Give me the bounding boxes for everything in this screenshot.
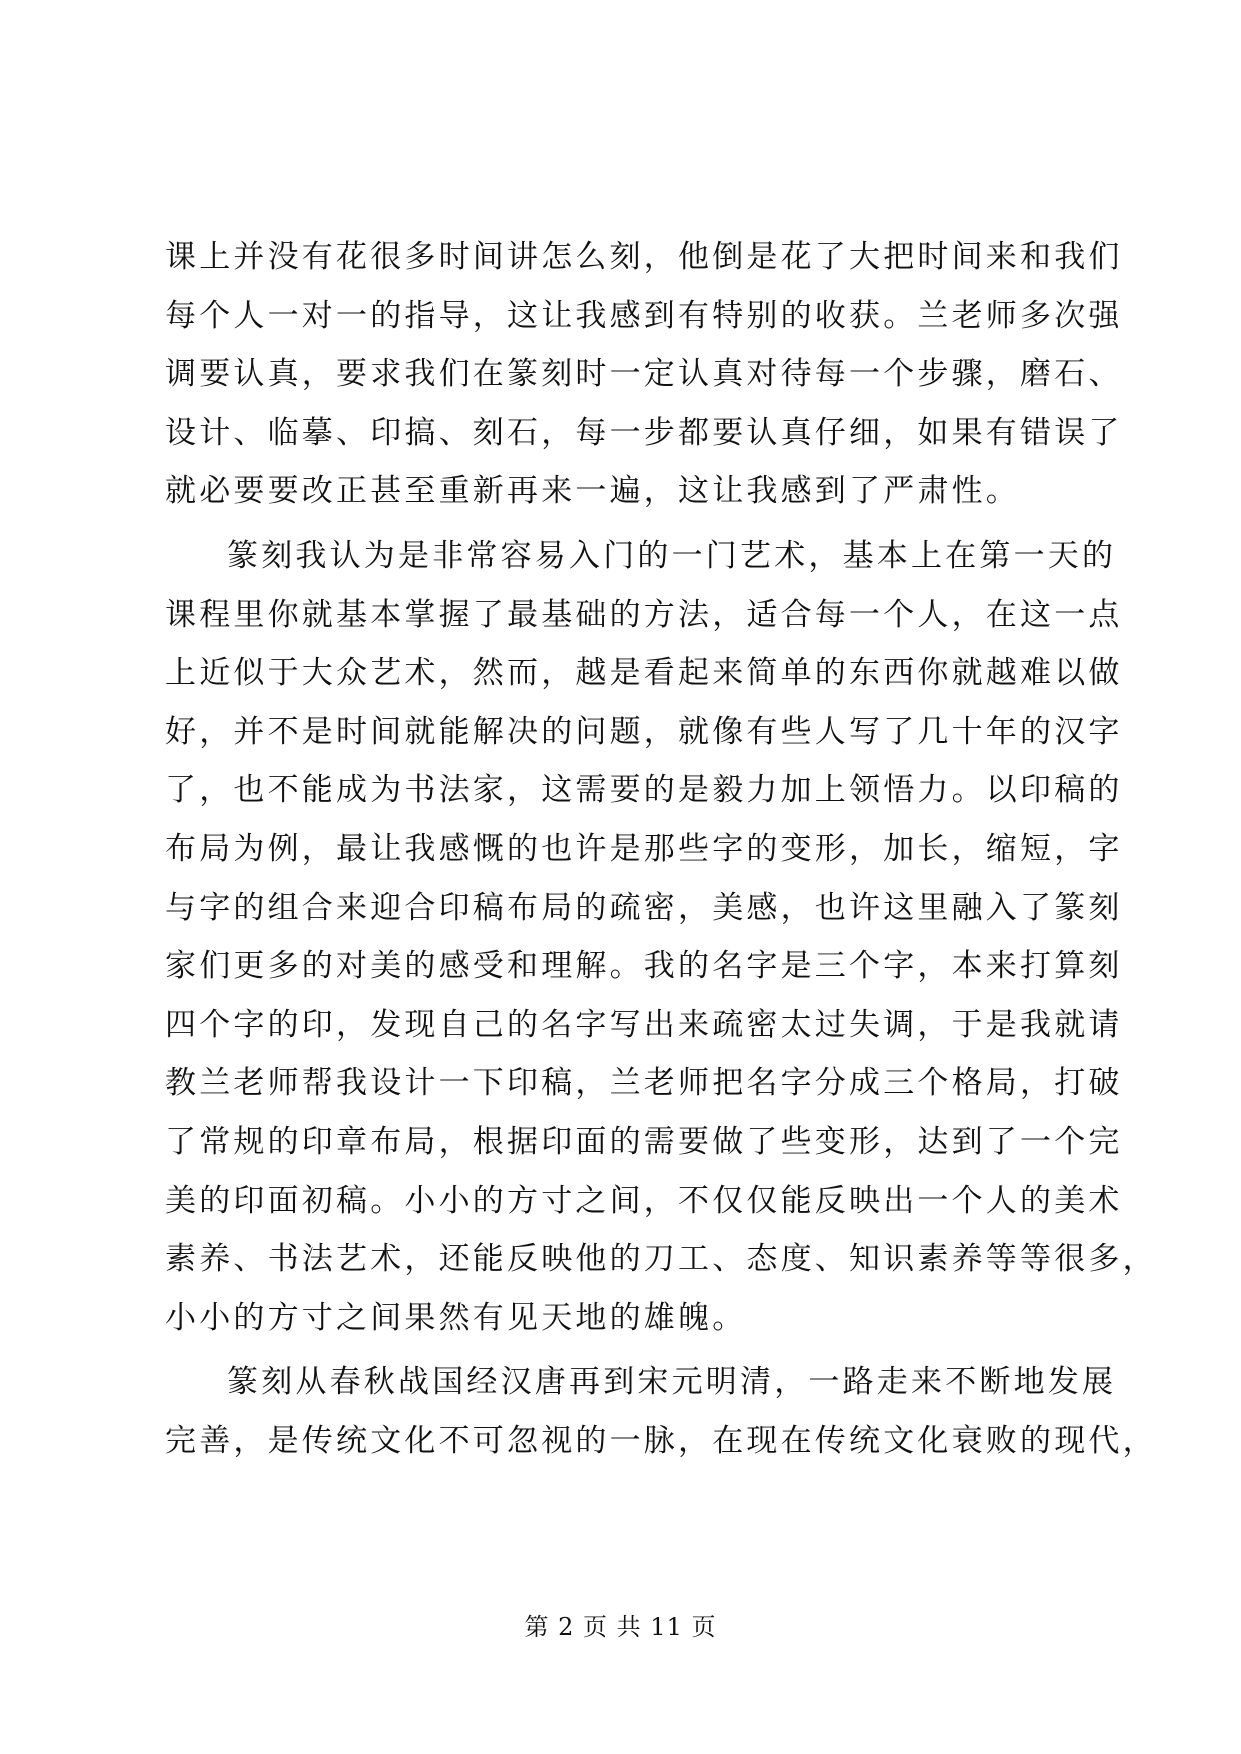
text-line: 小小的方寸之间果然有见天地的雄魄。 xyxy=(165,1299,747,1336)
text-line: 课上并没有花很多时间讲怎么刻，他倒是花了大把时间来和我们 xyxy=(165,239,1123,275)
text-line: 每个人一对一的指导，这让我感到有特别的收获。兰老师多次强 xyxy=(165,297,1123,334)
text-line: 四个字的印，发现自己的名字写出来疏密太过失调，于是我就请 xyxy=(165,1006,1123,1043)
page-footer: 第 2 页 共 11 页 xyxy=(524,1613,717,1641)
text-line: 调要认真，要求我们在篆刻时一定认真对待每一个步骤，磨石、 xyxy=(165,356,1123,393)
paragraph-1 xyxy=(165,228,1123,521)
text-line: 完善，是传统文化不可忽视的一脉，在现在传统文化衰败的现代， xyxy=(165,1422,1157,1459)
text-line: 了，也不能成为书法家，这需要的是毅力加上领悟力。以印稿的 xyxy=(165,772,1123,809)
body-text xyxy=(165,228,1157,1470)
text-line: 了常规的印章布局，根据印面的需要做了些变形，达到了一个完 xyxy=(165,1123,1123,1160)
text-line: 设计、临摹、印搞、刻石，每一步都要认真仔细，如果有错误了 xyxy=(165,414,1123,451)
text-line: 教兰老师帮我设计一下印稿，兰老师把名字分成三个格局，打破 xyxy=(165,1065,1123,1102)
paragraph-3 xyxy=(165,1353,1157,1470)
text-line: 美的印面初稿。小小的方寸之间，不仅仅能反映出一个人的美术 xyxy=(165,1182,1123,1219)
text-line: 与字的组合来迎合印稿布局的疏密，美感，也许这里融入了篆刻 xyxy=(165,889,1123,926)
text-line: 素养、书法艺术，还能反映他的刀工、态度、知识素养等等很多， xyxy=(165,1241,1157,1278)
text-line: 好，并不是时间就能解决的问题，就像有些人写了几十年的汉字 xyxy=(165,713,1123,750)
text-line: 家们更多的对美的感受和理解。我的名字是三个字，本来打算刻 xyxy=(165,948,1123,985)
text-line: 上近似于大众艺术，然而，越是看起来简单的东西你就越难以做 xyxy=(165,655,1123,692)
text-line: 篆刻我认为是非常容易入门的一门艺术，基本上在第一天的 xyxy=(227,537,1117,574)
text-line: 就必要要改正甚至重新再来一遍，这让我感到了严肃性。 xyxy=(165,473,1020,510)
text-line: 布局为例，最让我感慨的也许是那些字的变形，加长，缩短，字 xyxy=(165,830,1123,867)
text-line: 篆刻从春秋战国经汉唐再到宋元明清，一路走来不断地发展 xyxy=(227,1364,1117,1401)
text-line: 课程里你就基本掌握了最基础的方法，适合每一个人，在这一点 xyxy=(165,596,1123,633)
paragraph-2 xyxy=(165,527,1157,1347)
